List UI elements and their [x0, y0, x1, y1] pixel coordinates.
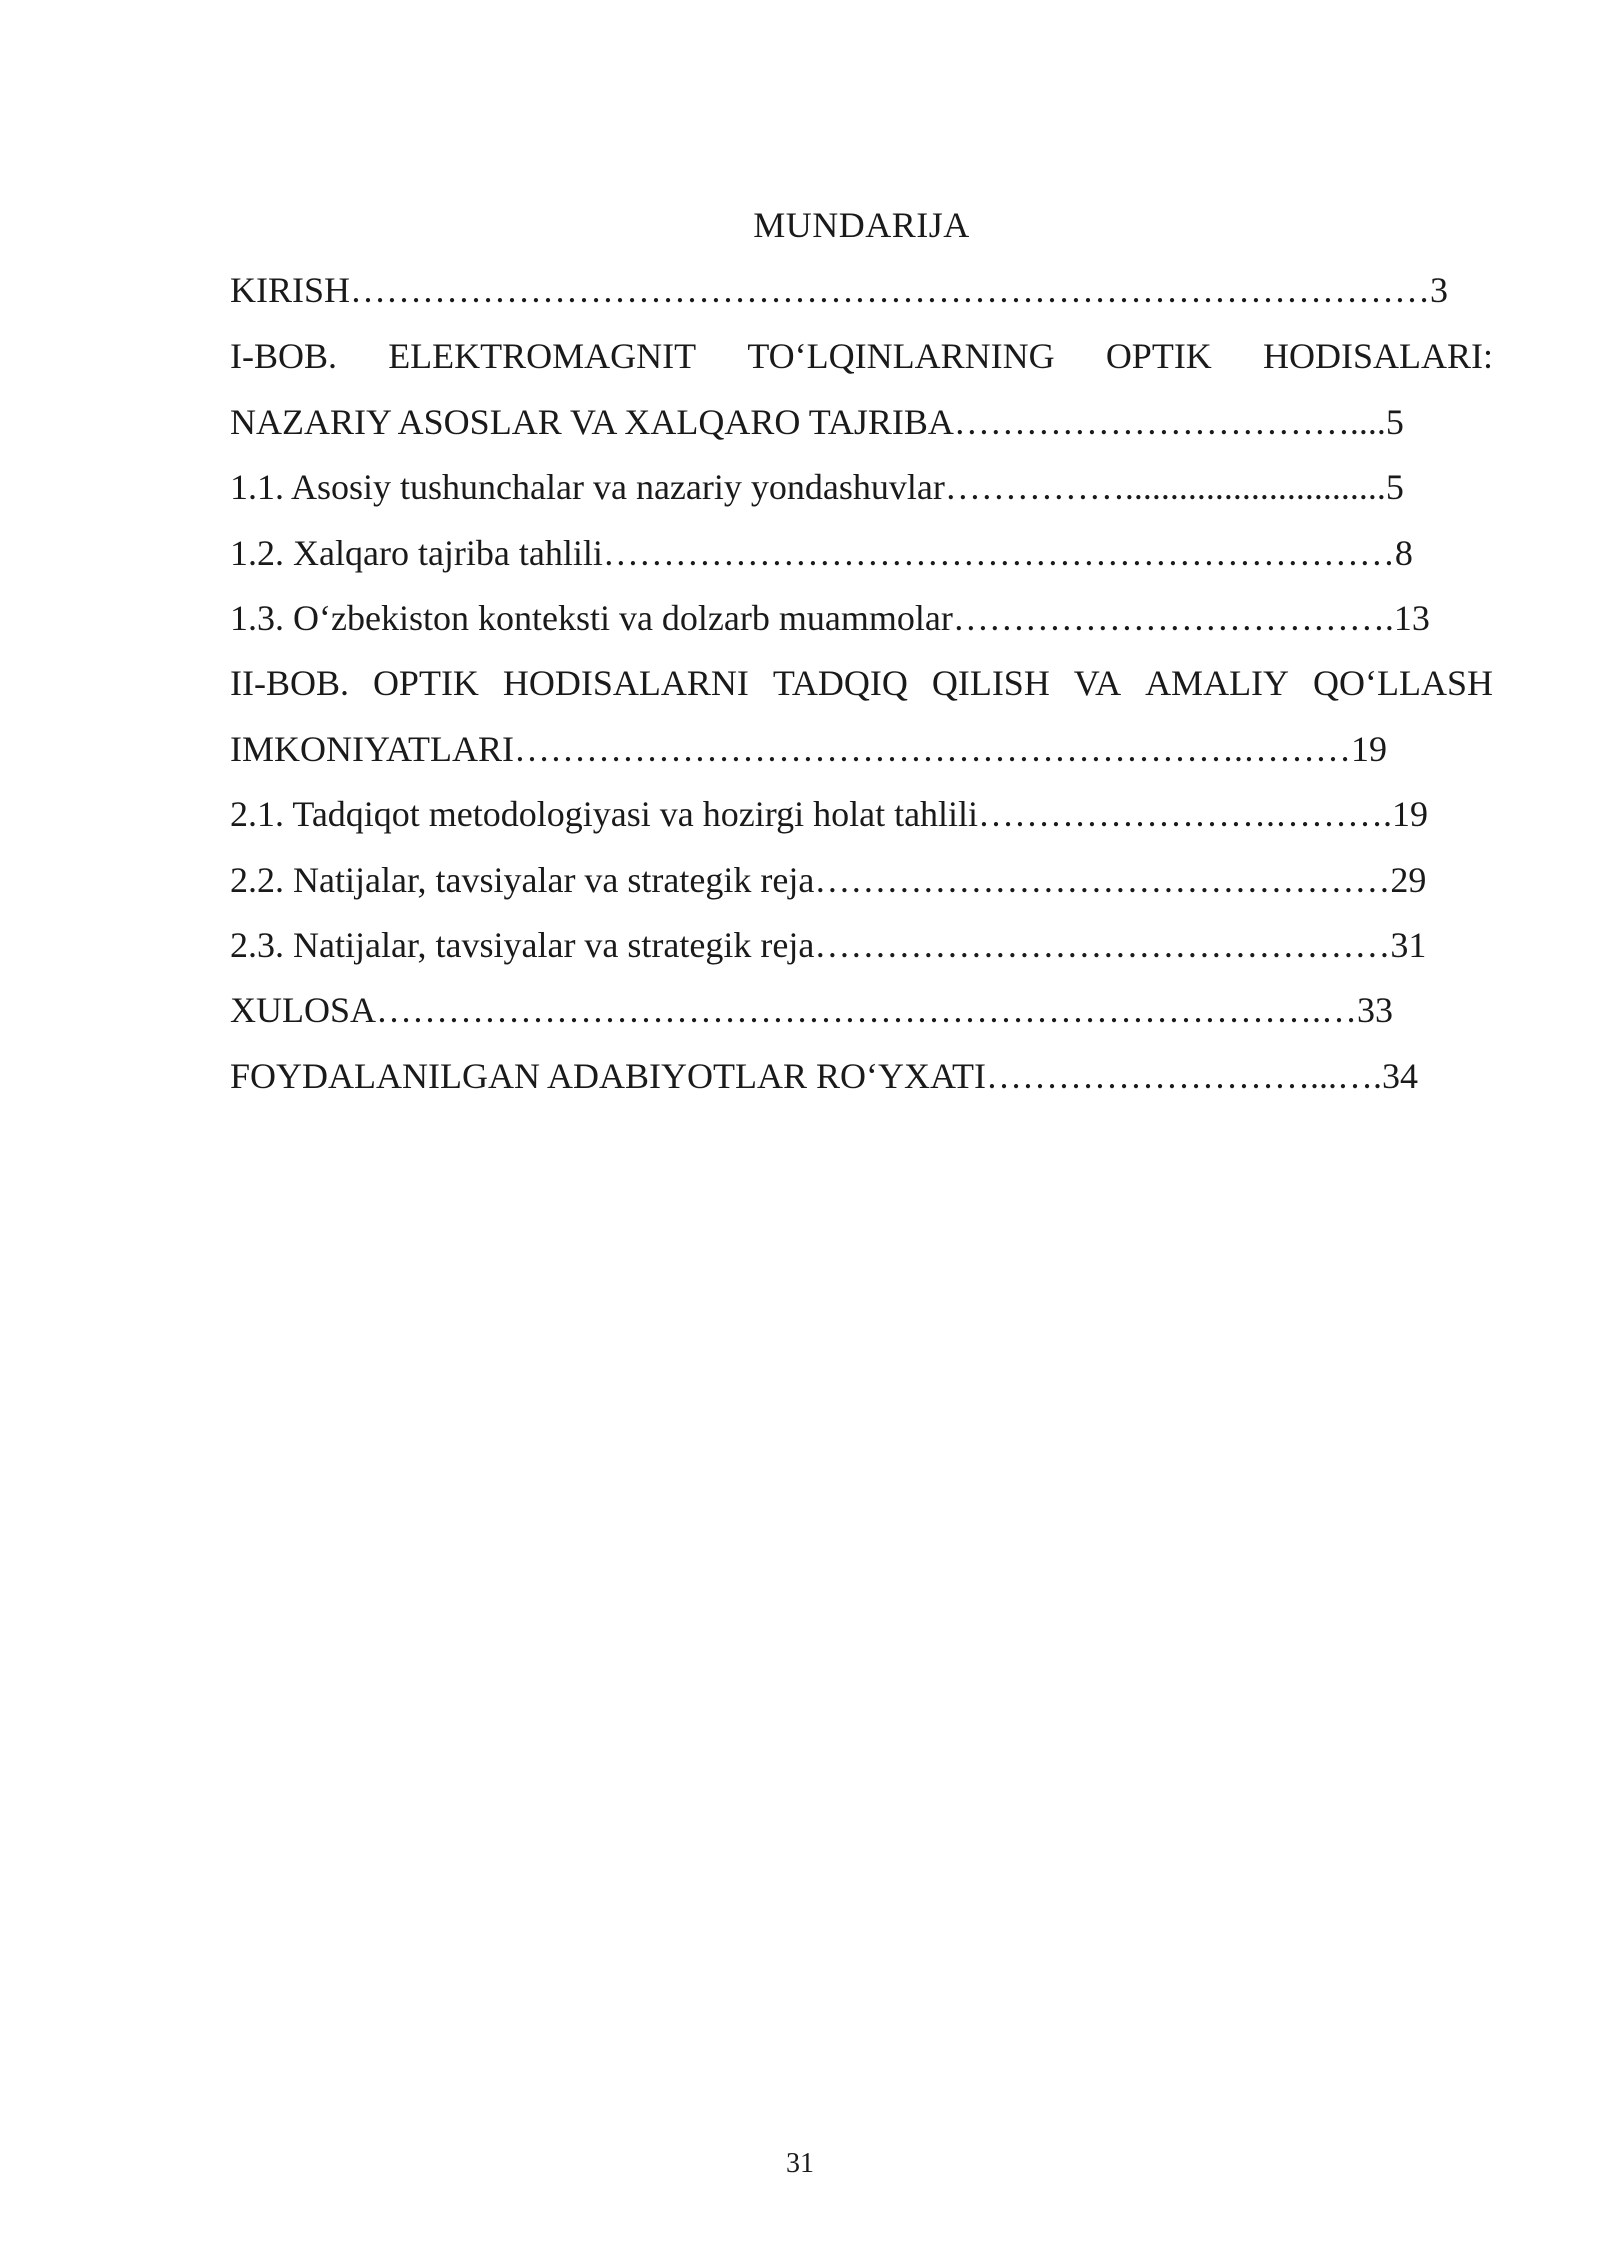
toc-word: OPTIK — [372, 663, 479, 703]
toc-entry-chapter2-line1 — [230, 657, 1493, 709]
toc-word: II-BOB. — [230, 663, 349, 703]
toc-entry-section-2-2: 2.2. Natijalar, tavsiyalar va strategik reja…………………………………………29 — [230, 860, 1427, 900]
toc-entry-adabiyotlar: FOYDALANILGAN ADABIYOTLAR RO‘YXATI………………………...….34 — [230, 1056, 1418, 1096]
toc-title: MUNDARIJA — [753, 205, 970, 245]
toc-word: HODISALARI: — [1263, 336, 1493, 376]
toc-word: AMALIY — [1145, 663, 1290, 703]
toc-entry-chapter2-line2: IMKONIYATLARI…………………………………………………….………19 — [230, 729, 1387, 769]
toc-entry-xulosa: XULOSA…………………………………………………………………….…33 — [230, 990, 1394, 1030]
toc-word: ELEKTROMAGNIT — [388, 336, 697, 376]
toc-entry-section-2-3: 2.3. Natijalar, tavsiyalar va strategik reja…………………………………………31 — [230, 925, 1427, 965]
toc-word: TADQIQ — [772, 663, 908, 703]
toc-entry-chapter1-line2: NAZARIY ASOSLAR VA XALQARO TAJRIBA……………………………....5 — [230, 402, 1404, 442]
toc-entry-section-1-2: 1.2. Xalqaro tajriba tahlili…………………………………………………………8 — [230, 533, 1413, 573]
toc-word: QO‘LLASH — [1312, 663, 1493, 703]
toc-entry-section-1-3: 1.3. O‘zbekiston konteksti va dolzarb muammolar……………………………….13 — [230, 598, 1430, 638]
toc-word: OPTIK — [1105, 336, 1212, 376]
toc-entry-section-2-1: 2.1. Tadqiqot metodologiyasi va hozirgi holat tahlili…………………….……….19 — [230, 794, 1429, 834]
toc-word: TO‘LQINLARNING — [747, 336, 1055, 376]
toc-entry-section-1-1: 1.1. Asosiy tushunchalar va nazariy yondashuvlar…………….............................5 — [230, 467, 1404, 507]
toc-word: HODISALARNI — [502, 663, 749, 703]
toc-entry-chapter1-line1 — [230, 330, 1493, 382]
page-number: 31 — [786, 2148, 814, 2179]
toc-entry-kirish: KIRISH………………………………………………………………………………3 — [230, 270, 1449, 310]
toc-word: VA — [1073, 663, 1122, 703]
toc-word: QILISH — [931, 663, 1050, 703]
toc-word: I-BOB. — [230, 336, 337, 376]
